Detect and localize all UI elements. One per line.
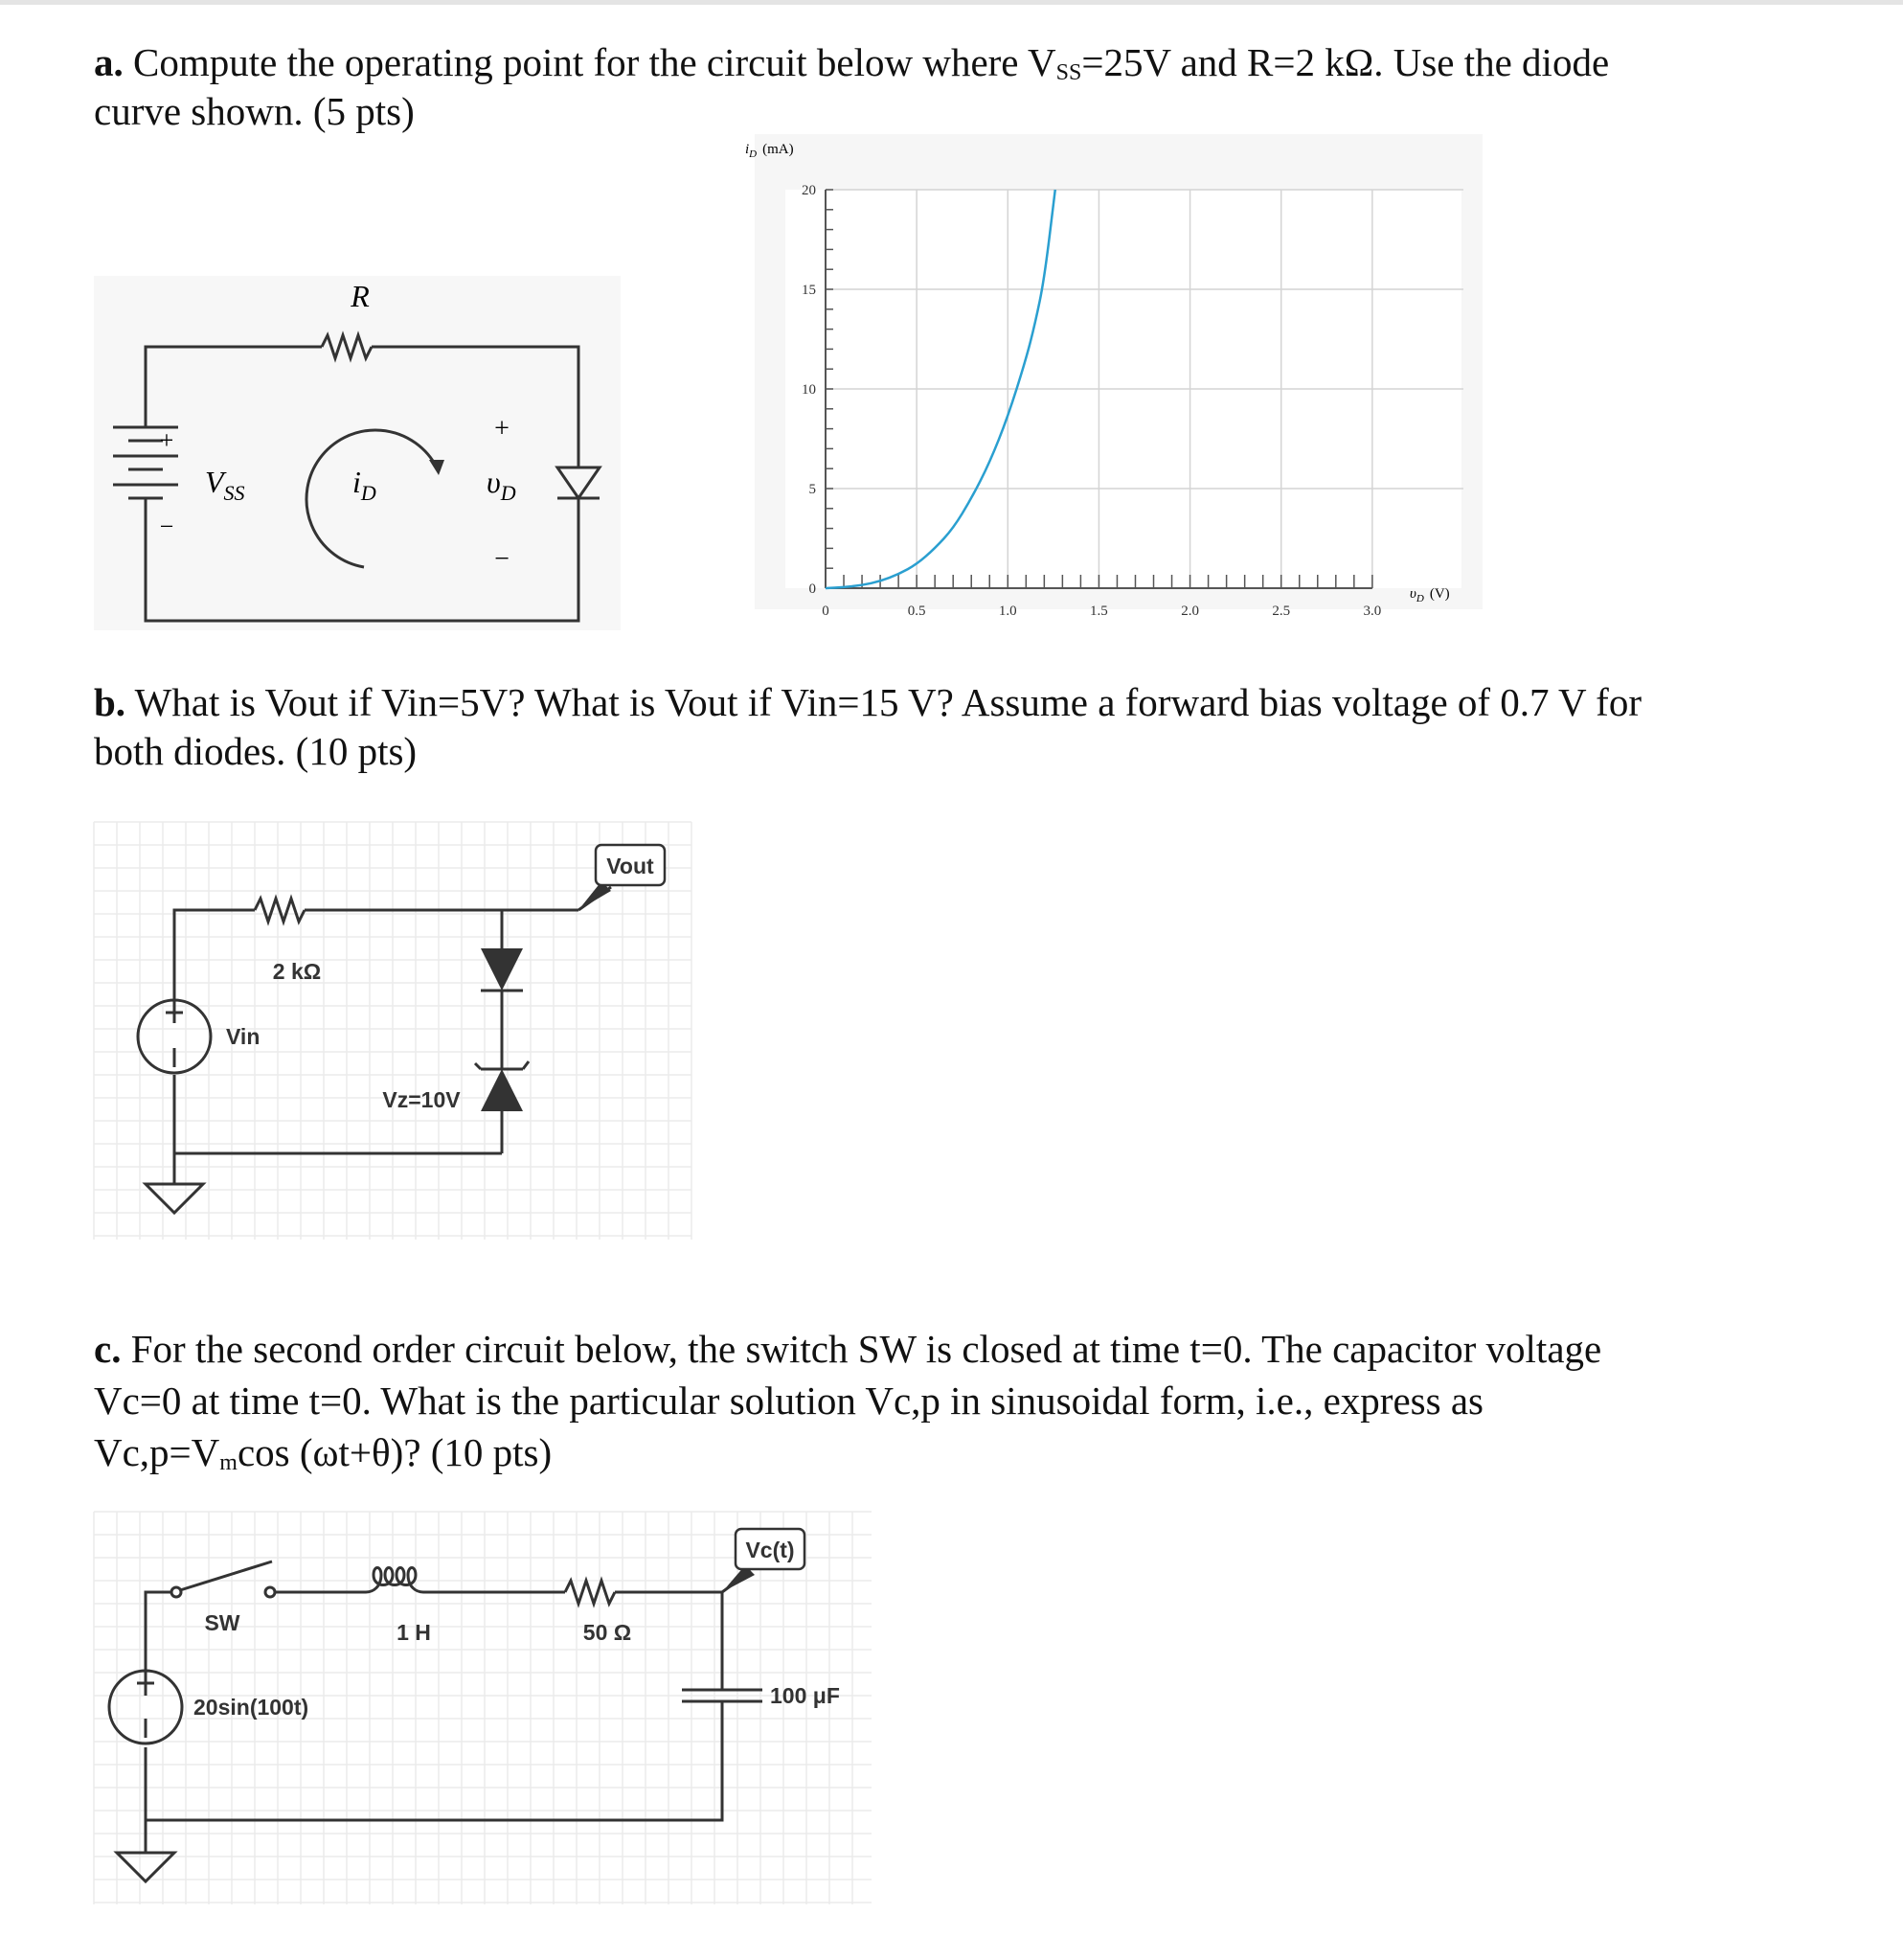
zener-bar-hook-left [475, 1063, 481, 1069]
resistor-50 [565, 1581, 615, 1604]
circuit-c [94, 1512, 872, 1904]
x-tick-label: 0 [822, 604, 829, 619]
id-label: $i_D$ [352, 465, 376, 505]
inductor-label: 1 H [396, 1620, 431, 1645]
top-border [0, 0, 1903, 5]
question-c-line2: Vc=0 at time t=0. What is the particular solution Vc,p in sinusoidal form, i.e., express as [94, 1379, 1484, 1423]
question-a-line1: a. Compute the operating point for the circuit below where $V_{SS}=25V$ and R=2 kΩ. Use the diode [94, 40, 1610, 85]
resistor-2k [255, 899, 305, 922]
switch-terminal-right [265, 1587, 275, 1597]
vout-label: Vout [606, 854, 654, 878]
zener-label: Vz=10V [382, 1087, 461, 1112]
diode-b [481, 948, 523, 991]
y-tick-label: 0 [808, 581, 816, 597]
y-tick-label: 10 [802, 382, 816, 398]
capacitor-label: 100 μF [770, 1683, 840, 1708]
switch-terminal-left [171, 1587, 181, 1597]
question-a-line2: curve shown. (5 pts) [94, 89, 415, 133]
y-tick-label: 5 [808, 482, 816, 497]
resistor-50-label: 50 Ω [582, 1620, 632, 1645]
sine-source-label: 20sin(100t) [193, 1695, 309, 1720]
vss-label: $V_{SS}$ [205, 465, 245, 505]
x-tick-label: 3.0 [1363, 604, 1382, 619]
y-axis-label: $i_D$ (mA) [745, 142, 794, 160]
x-tick-label: 2.0 [1181, 604, 1199, 619]
vd-label: $\upsilon_D$ [487, 465, 516, 505]
vd-plus: + [494, 414, 510, 444]
y-tick-label: 20 [802, 183, 816, 198]
question-b-line1: b. What is Vout if Vin=5V? What is Vout if Vin=15 V? Assume a forward bias voltage of 0.7 V for [94, 680, 1642, 724]
vc-label: Vc(t) [745, 1538, 795, 1562]
vss-plus: + [159, 426, 174, 454]
x-tick-label: 1.0 [998, 604, 1017, 619]
question-c [94, 1323, 1818, 1478]
diode-curve-chart [728, 134, 1494, 619]
question-b-line2: both diodes. (10 pts) [94, 729, 418, 773]
vd-minus: − [494, 544, 510, 574]
vin-label: Vin [226, 1024, 261, 1049]
vss-minus: − [159, 513, 174, 540]
switch-label: SW [204, 1610, 240, 1635]
question-c-line1: c. For the second order circuit below, the switch SW is closed at time t=0. The capacitor voltage [94, 1327, 1602, 1371]
question-c-line3: $Vc,p=V_m\cos$ (ωt+θ)? (10 pts) [94, 1430, 553, 1475]
resistor-2k-label: 2 kΩ [272, 959, 322, 984]
x-tick-label: 0.5 [907, 604, 926, 619]
x-tick-label: 2.5 [1272, 604, 1291, 619]
x-tick-label: 1.5 [1090, 604, 1108, 619]
r-label: R [351, 279, 370, 313]
y-tick-label: 15 [802, 283, 816, 298]
question-c-letter: c. [94, 1327, 122, 1371]
circuit-a [94, 276, 621, 630]
zener-bar-hook-right [523, 1061, 529, 1069]
ground-b [146, 1184, 203, 1213]
question-b-letter: b. [94, 680, 126, 724]
question-a [94, 38, 1818, 136]
x-axis-label: $\upsilon_D$ (V) [1410, 586, 1450, 604]
question-a-letter: a. [94, 40, 124, 84]
switch-arm[interactable] [180, 1561, 272, 1590]
circuit-b [94, 822, 691, 1240]
question-b [94, 678, 1818, 776]
